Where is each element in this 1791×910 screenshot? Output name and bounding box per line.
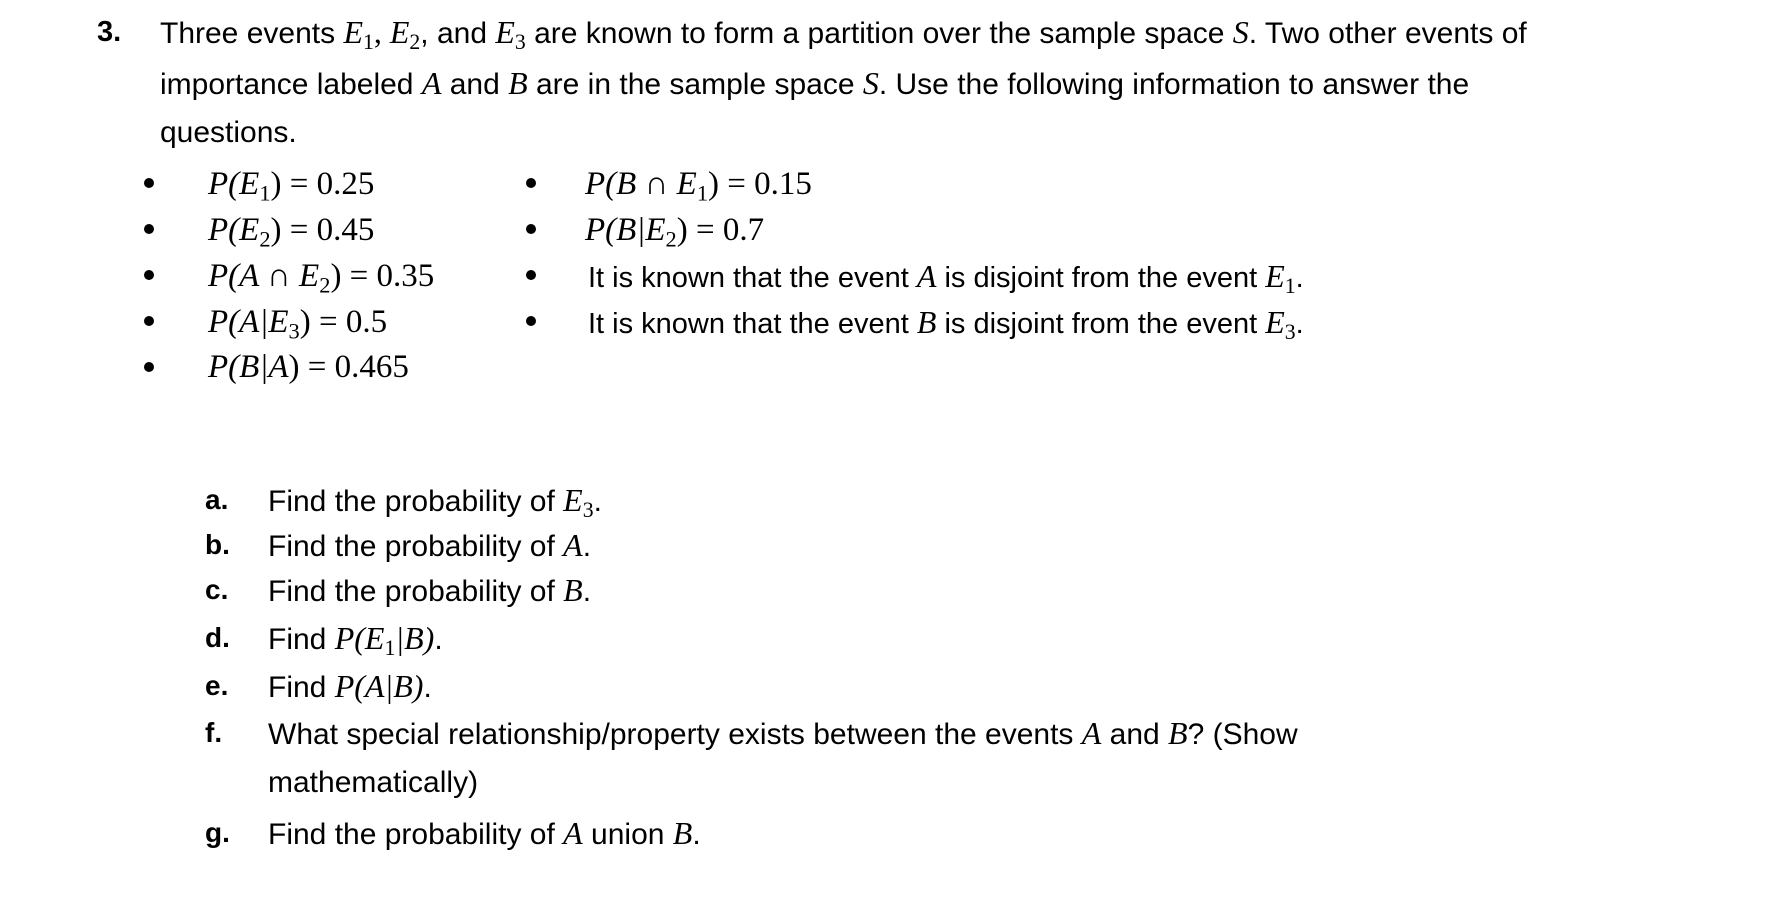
question-label-d: d. [205,622,230,653]
fact-right-1: P(B ∩ $E_1) = 0.15$ [585,166,812,206]
bullet-icon [144,362,154,372]
question-label-g: g. [205,817,230,848]
math-var: B [508,64,528,101]
question-e: Find P(A|B). [268,668,432,704]
fact-left-1: $P(E_1) = 0.25$ [208,166,375,206]
fact-right-4: It is known that the event B is disjoint from the event $E_3$. [588,304,1304,345]
fact-right-2: $P(B|E_2) = 0.7$ [585,212,765,252]
question-g: Find the probability of A union B. [268,815,701,851]
bullet-icon [144,270,154,280]
intro-text: . Use the following information to answer the questions. [160,67,1470,149]
math-var: S [1232,14,1249,50]
question-label-e: e. [205,670,229,701]
fact-left-2: $P(E_2) = 0.45$ [208,212,375,252]
fact-left-3: P(A ∩ $E_2) = 0.35$ [208,258,435,298]
fact-left-4: $P(A|E_3) = 0.5$ [208,304,388,344]
fact-right-3: It is known that the event A is disjoint from the event $E_1$. [588,258,1304,299]
question-d: Find $P(E_1|B)$. [268,620,443,661]
bullet-icon [526,178,536,188]
intro-text: are in the sample space [527,67,863,101]
math-var: $E_1$ [343,14,374,55]
intro-text: Three events [160,17,344,50]
question-b: Find the probability of A. [268,527,592,563]
bullet-icon [144,224,154,234]
question-f: What special relationship/property exists between the events A and B? (Show mathematically) [268,715,1298,799]
problem-number: 3. [97,16,122,48]
question-label-c: c. [205,574,229,605]
intro-text: . Two other events of importance labeled [160,17,1527,101]
intro-text: and [441,67,509,101]
question-label-f: f. [205,717,223,748]
question-label-a: a. [205,484,229,515]
bullet-icon [144,178,154,188]
math-var: $E_2$ [389,14,421,55]
fact-left-5: P(B|A) = 0.465 [208,349,409,385]
math-var: $E_3$ [495,14,526,55]
bullet-icon [144,316,154,326]
intro-text: are known to form a partition over the sample space [525,17,1233,50]
math-var: S [862,64,879,101]
bullet-icon [526,224,536,234]
question-a: Find the probability of $E_3$. [268,482,602,523]
question-c: Find the probability of B. [268,572,592,608]
bullet-icon [526,270,536,280]
math-var: A [421,64,442,101]
question-label-b: b. [205,529,230,560]
math-punct: , [373,14,390,50]
intro-text: , and [420,17,496,50]
bullet-icon [526,316,536,326]
problem-intro [160,8,1560,158]
